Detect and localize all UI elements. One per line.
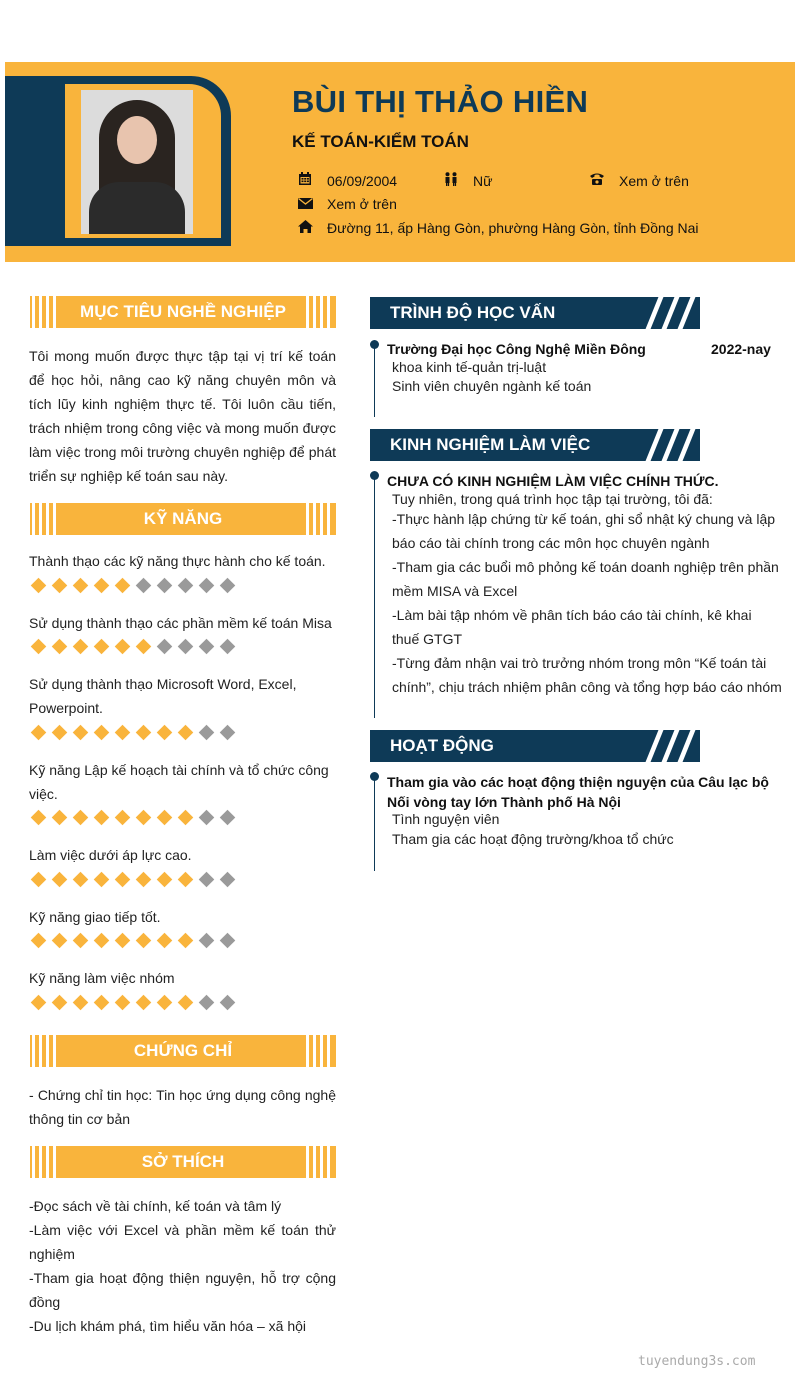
section-header-skills: [30, 503, 336, 535]
phone-icon: [589, 172, 605, 189]
skill-name: Kỹ năng Lập kế hoạch tài chính và tổ chức công việc.: [29, 762, 329, 802]
timeline-dot: [370, 772, 379, 781]
phone-value: Xem ở trên: [619, 172, 689, 189]
avatar: [81, 90, 193, 234]
skill-dot-filled: [73, 639, 89, 655]
education-major: Sinh viên chuyên ngành kế toán: [392, 378, 592, 394]
skill-dot-empty: [199, 578, 215, 594]
skill-dot-filled: [73, 810, 89, 826]
experience-item: -Thực hành lập chứng từ kế toán, ghi sổ nhật ký chung và lập báo cáo tài chính trong các môn học chuyên ngành: [392, 511, 776, 551]
skill-dot-filled: [31, 872, 47, 888]
email-info: [297, 196, 397, 212]
skill-dot-empty: [199, 933, 215, 949]
skill-dot-filled: [94, 810, 110, 826]
timeline-dot: [370, 471, 379, 480]
skill-dot-empty: [220, 933, 236, 949]
skill-dot-filled: [136, 810, 152, 826]
skill-dot-filled: [52, 872, 68, 888]
activities-title: HOẠT ĐỘNG: [390, 736, 494, 755]
skill-dot-filled: [94, 872, 110, 888]
activities-heading: Tham gia vào các hoạt động thiện nguyện của Câu lạc bộ Nối vòng tay lớn Thành phố Hà Nội: [387, 774, 769, 810]
skill-dot-empty: [178, 578, 194, 594]
skill-dot-empty: [157, 639, 173, 655]
timeline-dot: [370, 340, 379, 349]
birthday-info: [297, 172, 397, 189]
section-header-certificates: [30, 1035, 336, 1067]
skill-dot-empty: [199, 995, 215, 1011]
skill-dot-filled: [178, 810, 194, 826]
skill-name: Kỹ năng giao tiếp tốt.: [29, 909, 161, 925]
activities-timeline: [374, 777, 375, 871]
skill-dot-filled: [115, 810, 131, 826]
skill-dot-filled: [52, 933, 68, 949]
skill-dot-filled: [136, 933, 152, 949]
header-banner: [5, 62, 795, 262]
skill-rating: [33, 932, 243, 950]
experience-timeline: [374, 476, 375, 718]
education-period: 2022-nay: [711, 341, 771, 357]
skill-name: Kỹ năng làm việc nhóm: [29, 970, 175, 986]
skill-rating: [33, 809, 243, 827]
skill-rating: [33, 577, 243, 595]
address-info: [297, 220, 699, 236]
certificates-title: CHỨNG CHỈ: [133, 1041, 233, 1060]
skill-name: Thành thạo các kỹ năng thực hành cho kế toán.: [29, 553, 326, 569]
hobbies-title: SỞ THÍCH: [141, 1152, 225, 1171]
skill-dot-filled: [136, 639, 152, 655]
objective-text: Tôi mong muốn được thực tập tại vị trí kế toán để học hỏi, nâng cao kỹ năng chuyên môn và tích lũy kinh nghiệm thực tế. Tôi luôn cầu tiến, trách nhiệm trong công việc và mong muốn được làm việc trong môi trường chuyên nghiệp để phát triển sự nghiệp kế toán sau này.: [29, 348, 336, 484]
skill-dot-empty: [220, 725, 236, 741]
activities-detail: Tham gia các hoạt động trường/khoa tổ chức: [392, 831, 674, 847]
skill-dot-filled: [115, 725, 131, 741]
skill-dot-empty: [220, 639, 236, 655]
skill-rating: [33, 994, 243, 1012]
gender-info: [443, 172, 492, 189]
skill-dot-filled: [157, 872, 173, 888]
envelope-icon: [297, 196, 313, 212]
skill-dot-filled: [178, 995, 194, 1011]
section-header-experience: [370, 429, 700, 461]
people-icon: [443, 172, 459, 189]
skill-dot-filled: [73, 995, 89, 1011]
skill-dot-empty: [199, 872, 215, 888]
skill-rating: [33, 638, 243, 656]
skill-dot-filled: [31, 995, 47, 1011]
certificates-text: - Chứng chỉ tin học: Tin học ứng dụng công nghệ thông tin cơ bản: [29, 1087, 336, 1127]
skill-dot-filled: [178, 725, 194, 741]
skill-dot-filled: [115, 933, 131, 949]
experience-item: -Từng đảm nhận vai trò trưởng nhóm trong môn “Kế toán tài chính”, chịu trách nhiệm phân công và tổng hợp báo cáo nhóm: [392, 655, 782, 695]
skill-dot-filled: [157, 810, 173, 826]
skill-dot-filled: [115, 995, 131, 1011]
calendar-icon: [297, 172, 313, 189]
education-title: TRÌNH ĐỘ HỌC VẤN: [390, 303, 556, 322]
watermark: tuyendung3s.com: [638, 1354, 756, 1369]
skills-title: KỸ NĂNG: [143, 509, 223, 528]
skill-name: Làm việc dưới áp lực cao.: [29, 847, 192, 863]
objective-title: MỤC TIÊU NGHỀ NGHIỆP: [80, 302, 286, 321]
skill-dot-filled: [31, 810, 47, 826]
experience-intro: Tuy nhiên, trong quá trình học tập tại trường, tôi đã:: [392, 491, 713, 507]
skill-dot-filled: [136, 725, 152, 741]
skill-dot-filled: [73, 725, 89, 741]
skill-dot-filled: [94, 933, 110, 949]
education-faculty: khoa kinh tế-quản trị-luật: [392, 359, 547, 375]
candidate-name: BÙI THỊ THẢO HIỀN: [292, 84, 589, 119]
skill-dot-filled: [157, 995, 173, 1011]
skill-dot-filled: [52, 725, 68, 741]
skill-dot-filled: [136, 995, 152, 1011]
skill-rating: [33, 724, 243, 742]
skill-name: Sử dụng thành thạo Microsoft Word, Excel, Powerpoint.: [29, 676, 297, 716]
skill-dot-empty: [220, 810, 236, 826]
skill-dot-filled: [178, 933, 194, 949]
address-value: Đường 11, ấp Hàng Gòn, phường Hàng Gòn, tỉnh Đồng Nai: [327, 220, 699, 236]
activities-role: Tình nguyện viên: [392, 811, 500, 827]
home-icon: [297, 220, 313, 236]
skill-dot-filled: [178, 872, 194, 888]
skill-dot-filled: [31, 933, 47, 949]
section-header-objective: [30, 296, 336, 328]
skill-dot-filled: [115, 578, 131, 594]
skill-dot-filled: [73, 933, 89, 949]
experience-heading: CHƯA CÓ KINH NGHIỆM LÀM VIỆC CHÍNH THỨC.: [387, 473, 719, 489]
experience-item: -Làm bài tập nhóm về phân tích báo cáo tài chính, kê khai thuế GTGT: [392, 607, 752, 647]
skill-dot-filled: [157, 725, 173, 741]
skill-rating: [33, 871, 243, 889]
job-title: KẾ TOÁN-KIỂM TOÁN: [292, 132, 469, 151]
experience-title: KINH NGHIỆM LÀM VIỆC: [390, 435, 591, 454]
experience-item: -Tham gia các buổi mô phỏng kế toán doanh nghiệp trên phần mềm MISA và Excel: [392, 559, 779, 599]
skill-dot-filled: [52, 639, 68, 655]
skill-dot-empty: [157, 578, 173, 594]
skill-dot-filled: [94, 578, 110, 594]
school-name: Trường Đại học Công Nghệ Miền Đông: [387, 341, 646, 357]
skill-dot-empty: [136, 578, 152, 594]
skill-dot-filled: [31, 578, 47, 594]
hobby-item: -Làm việc với Excel và phần mềm kế toán thử nghiệm: [29, 1222, 336, 1262]
section-header-hobbies: [30, 1146, 336, 1178]
skill-dot-empty: [199, 725, 215, 741]
skill-dot-empty: [220, 995, 236, 1011]
skill-dot-empty: [199, 810, 215, 826]
skill-dot-empty: [220, 872, 236, 888]
hobby-item: -Tham gia hoạt động thiện nguyện, hỗ trợ cộng đồng: [29, 1270, 336, 1310]
skill-dot-filled: [52, 810, 68, 826]
section-header-education: [370, 297, 700, 329]
skill-dot-empty: [178, 639, 194, 655]
skill-dot-empty: [199, 639, 215, 655]
phone-info: [589, 172, 689, 189]
skill-dot-filled: [157, 933, 173, 949]
skill-dot-filled: [94, 639, 110, 655]
gender-value: Nữ: [473, 172, 493, 189]
skill-dot-empty: [220, 578, 236, 594]
skill-dot-filled: [94, 725, 110, 741]
skill-dot-filled: [73, 872, 89, 888]
skill-dot-filled: [136, 872, 152, 888]
photo-frame: [5, 76, 231, 246]
skill-dot-filled: [94, 995, 110, 1011]
skill-dot-filled: [52, 995, 68, 1011]
hobby-item: -Du lịch khám phá, tìm hiểu văn hóa – xã hội: [29, 1318, 307, 1334]
birthday-value: 06/09/2004: [327, 172, 398, 189]
skill-name: Sử dụng thành thạo các phần mềm kế toán Misa: [29, 615, 332, 631]
skill-dot-filled: [31, 725, 47, 741]
section-header-activities: [370, 730, 700, 762]
skill-dot-filled: [52, 578, 68, 594]
skill-dot-filled: [73, 578, 89, 594]
skill-dot-filled: [115, 872, 131, 888]
email-value: Xem ở trên: [327, 196, 397, 212]
education-timeline: [374, 345, 375, 417]
skill-dot-filled: [115, 639, 131, 655]
skill-dot-filled: [31, 639, 47, 655]
hobby-item: -Đọc sách về tài chính, kế toán và tâm lý: [29, 1198, 282, 1214]
